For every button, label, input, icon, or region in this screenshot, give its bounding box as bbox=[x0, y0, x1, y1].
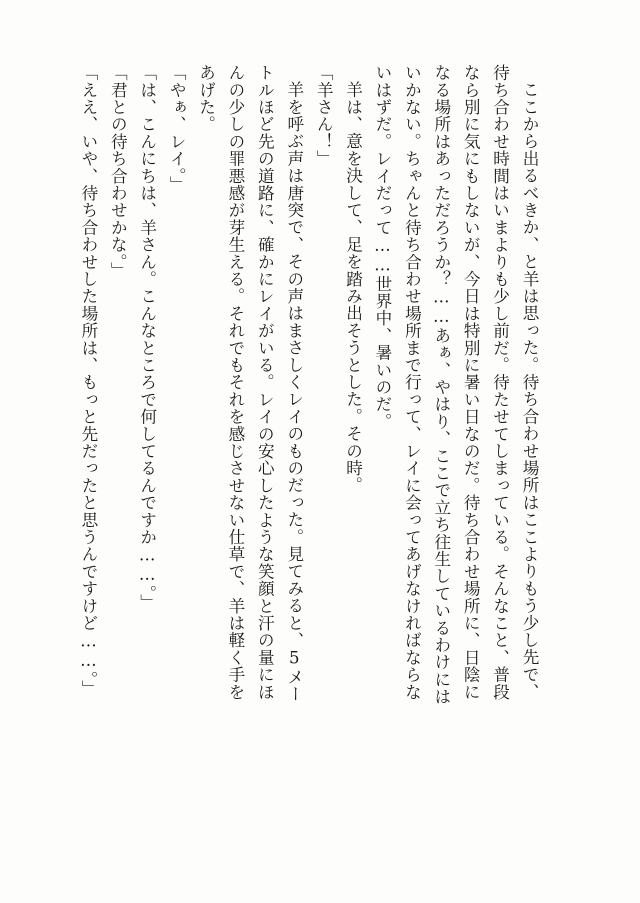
paragraph-3: 羊を呼ぶ声は唐突で、その声はまさしくレイのものだった。見てみると、5メートルほど先の道路に、確かにレイがいる。レイの安心したような笑顔と汗の量にほんの少しの罪悪感が芽生える。それでもそれを感じさせない仕草で、羊は軽く手をあげた。 bbox=[196, 64, 304, 703]
paragraph-1: ここから出るべきか、と羊は思った。待ち合わせ場所はここよりもう少し先で、待ち合わせ時間はいまよりも少し前だ。待たせてしまっている。そんなこと、普段なら別に気にもしないが、今日は特別に暑い日なのだ。待ち合わせ場所に、日陰になる場所はあっただろうか？……あぁ、やはり、ここで立ち往生しているわけにはいかない。ちゃんと待ち合わせ場所まで行って、レイに会ってあげなければならないはずだ。レイだって……世界中、暑いのだ。 bbox=[372, 64, 539, 706]
vertical-text-body bbox=[74, 64, 545, 714]
dialogue-line-4: 「君との待ち合わせかな。」 bbox=[108, 64, 128, 280]
dialogue-line-5: 「ええ、いや、待ち合わせした場所は、もっと先だったと思うんですけど……。」 bbox=[78, 64, 98, 697]
dialogue-line-2: 「やぁ、レイ。」 bbox=[167, 64, 187, 194]
dialogue-line-3: 「は、こんにちは、羊さん。こんなところで何してるんですか……。」 bbox=[137, 64, 157, 611]
paragraph-2: 羊は、意を決して、足を踏み出そうとした。その時。 bbox=[343, 80, 363, 494]
dialogue-line-1: 「羊さん！」 bbox=[314, 64, 334, 168]
